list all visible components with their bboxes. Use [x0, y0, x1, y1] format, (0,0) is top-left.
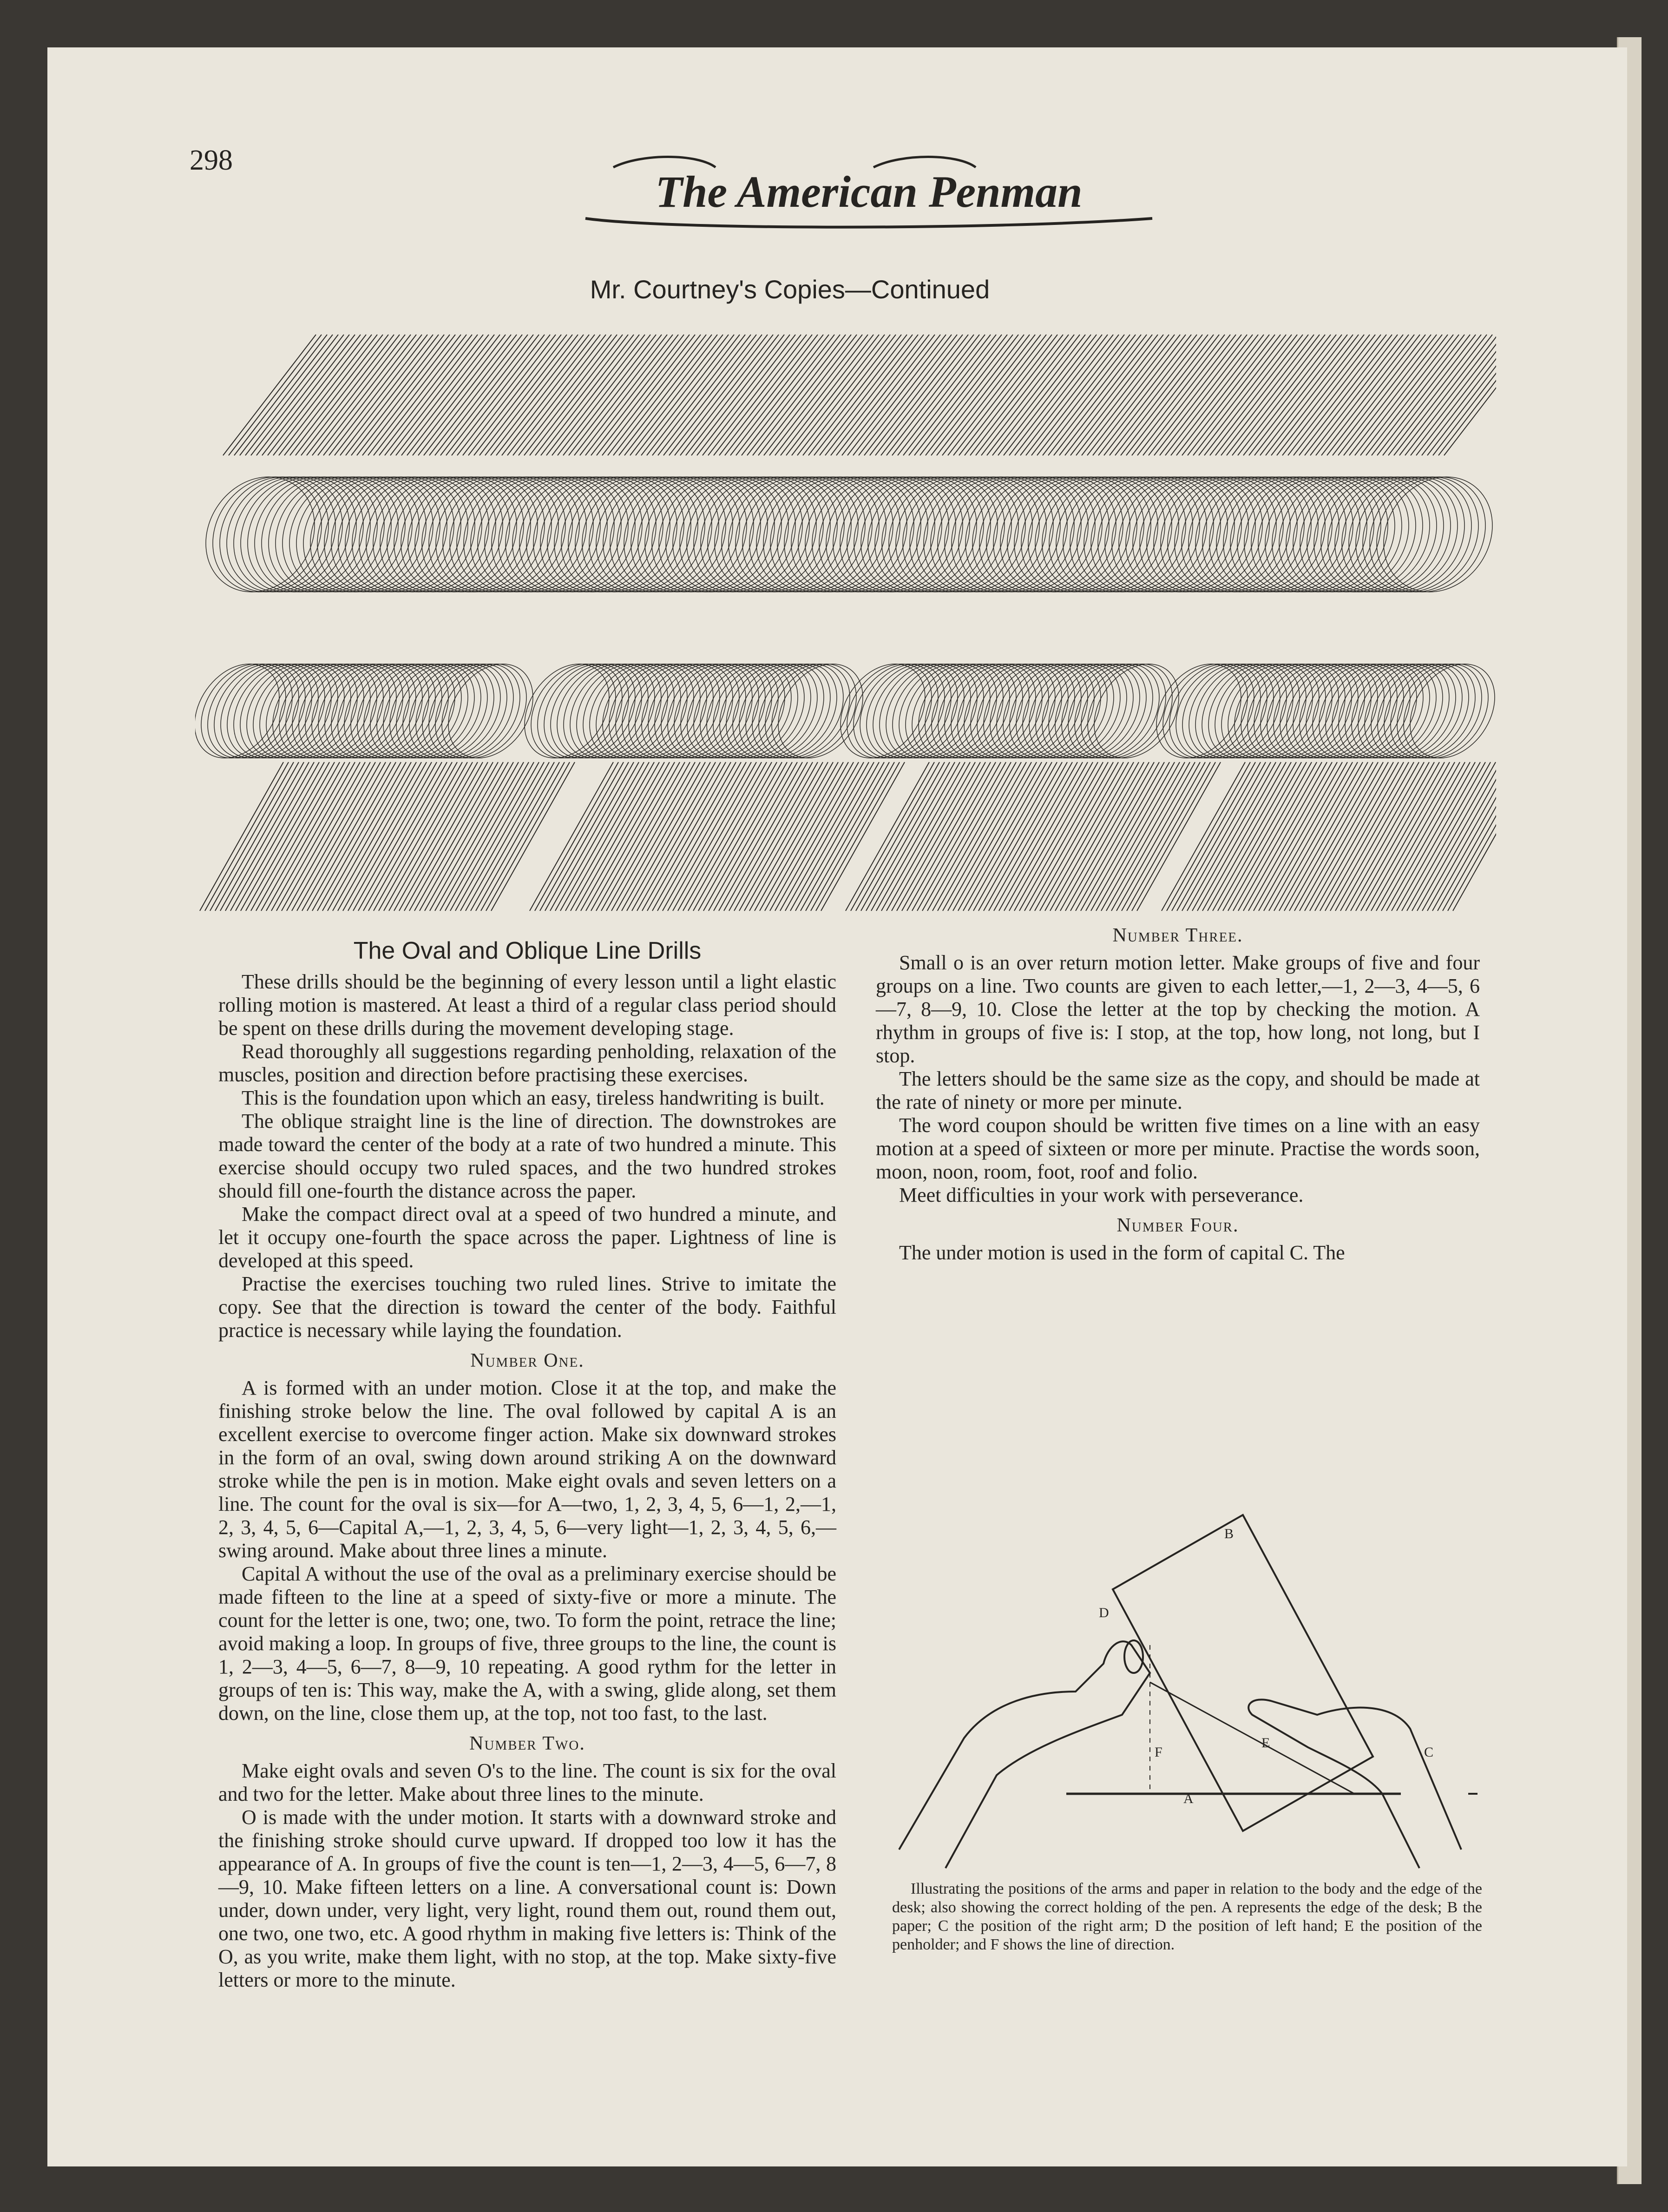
paragraph: The word coupon should be written five times on a line with an easy motion at a speed of sixteen or more per minute. Practise the words soon, moon, noon, room, foot, roof and folio. — [876, 1114, 1480, 1183]
label-e: E — [1261, 1735, 1270, 1751]
paper-outline — [1113, 1515, 1373, 1831]
paragraph: Make the compact direct oval at a speed of two hundred a minute, and let it occupy one-fourth the space across the paper. Lightness of line is developed at this speed. — [218, 1203, 836, 1272]
label-f: F — [1155, 1745, 1162, 1760]
page-number: 298 — [190, 145, 233, 176]
paragraph: Practise the exercises touching two ruled lines. Strive to imitate the copy. See that the direction is toward the center of the body. Faithful practice is necessary while laying the foundation. — [218, 1272, 836, 1342]
paragraph: Make eight ovals and seven O's to the line. The count is six for the oval and two for the letter. Make about three lines to the minute. — [218, 1759, 836, 1805]
paragraph: Read thoroughly all suggestions regarding penholding, relaxation of the muscles, position and direction before practising these exercises. — [218, 1040, 836, 1086]
label-d: D — [1099, 1605, 1109, 1620]
section-heading: Number Three. — [1112, 925, 1243, 946]
masthead-logo — [576, 149, 1162, 242]
paragraph: Small o is an over return motion letter. Make groups of five and four groups on a line. Two counts are given to each letter,—1, 2—3, 4—5, 6—7, 8—9, 10. Close the letter at the top by checking the motion. A rhythm in groups of five is: I stop, at the top, how long, not long, but I stop. — [876, 951, 1480, 1067]
paragraph: Meet difficulties in your work with perseverance. — [899, 1184, 1304, 1206]
paragraph: The under motion is used in the form of capital C. The — [899, 1241, 1345, 1264]
paragraph: O is made with the under motion. It starts with a downward stroke and the finishing stroke should curve upward. If dropped too low it has the appearance of A. In groups of five the count is ten—1, 2—3, 4—5, 6—7, 8—9, 10. Make fifteen letters on a line. A conversational count is: Down under, down under, very light, very light, round them out, round them out, one two, one two, etc. A good rhythm in making five letters is: Think of the O, as you write, make them light, with no stop, at the top. Make sixty-five letters or more to the minute. — [218, 1806, 836, 1991]
paragraph: This is the foundation upon which an easy, tireless handwriting is built. — [242, 1086, 825, 1109]
paragraph: These drills should be the beginning of every lesson until a light elastic rolling motion is mastered. At least a third of a regular class period should be spent on these drills during the movement developing stage. — [218, 970, 836, 1040]
label-c: C — [1424, 1745, 1434, 1760]
oval-drill — [195, 455, 1496, 613]
page-subtitle: Mr. Courtney's Copies—Continued — [590, 275, 990, 304]
section-heading: Number Four. — [1116, 1215, 1239, 1236]
section-heading: Number Two. — [469, 1733, 585, 1754]
oblique-line-drill — [223, 335, 1496, 455]
section-heading: Number One. — [470, 1350, 584, 1371]
paragraph: Capital A without the use of the oval as a preliminary exercise should be made fifteen to the line at a speed of sixty-five or more a minute. The count for the letter is one, two; one, two. To form the point, retrace the line; avoid making a loop. In groups of five, three groups to the line, the count is 1, 2—3, 4—5, 6—7, 8—9, 10 repeating. A good rythm for the letter in groups of ten is: This way, make the A, with a swing, glide along, set them down, on the line, close them up, at the top, not too fast, to the last. — [218, 1562, 836, 1725]
drill-block-2 — [507, 648, 905, 911]
desk-position-diagram — [890, 1496, 1480, 1873]
paragraph: The letters should be the same size as the copy, and should be made at the rate of ninety or more per minute. — [876, 1067, 1480, 1113]
drill-block-3 — [823, 648, 1221, 911]
left-arm-outline — [899, 1641, 1150, 1868]
label-b: B — [1224, 1526, 1234, 1541]
penholder-line — [1150, 1682, 1354, 1794]
drill-block-1 — [195, 648, 575, 911]
right-column — [876, 922, 1480, 1264]
masthead-text: The American Penman — [655, 167, 1083, 217]
figure-caption: Illustrating the positions of the arms and paper in relation to the body and the edge of the desk; also showing the correct holding of the pen. A represents the edge of the desk; B the paper; C the position of the right arm; D the position of left hand; E the position of the penholder; and F shows the line of direction. — [892, 1880, 1482, 1953]
paragraph: A is formed with an under motion. Close it at the top, and make the finishing stroke below the line. The oval followed by capital A is an excellent exercise to overcome finger action. Make six downward strokes in the form of an oval, swing down around striking A on the downward stroke while the pen is in motion. Make eight ovals and seven letters on a line. The count for the oval is six—for A—two, 1, 2, 3, 4, 5, 6—1, 2,—1, 2, 3, 4, 5, 6—Capital A,—1, 2, 3, 4, 5, 6—very light—1, 2, 3, 4, 5, 6,—swing around. Make about three lines a minute. — [218, 1376, 836, 1562]
left-column — [218, 934, 836, 1992]
paragraph: The oblique straight line is the line of direction. The downstrokes are made toward the center of the body at a rate of two hundred a minute. This exercise should occupy two ruled spaces, and the two hundred strokes should fill one-fourth the distance across the paper. — [218, 1110, 836, 1202]
article-title: The Oval and Oblique Line Drills — [353, 937, 702, 964]
drill-block-4 — [1139, 648, 1496, 911]
label-a: A — [1183, 1791, 1194, 1806]
drill-copies-illustration — [195, 325, 1496, 915]
